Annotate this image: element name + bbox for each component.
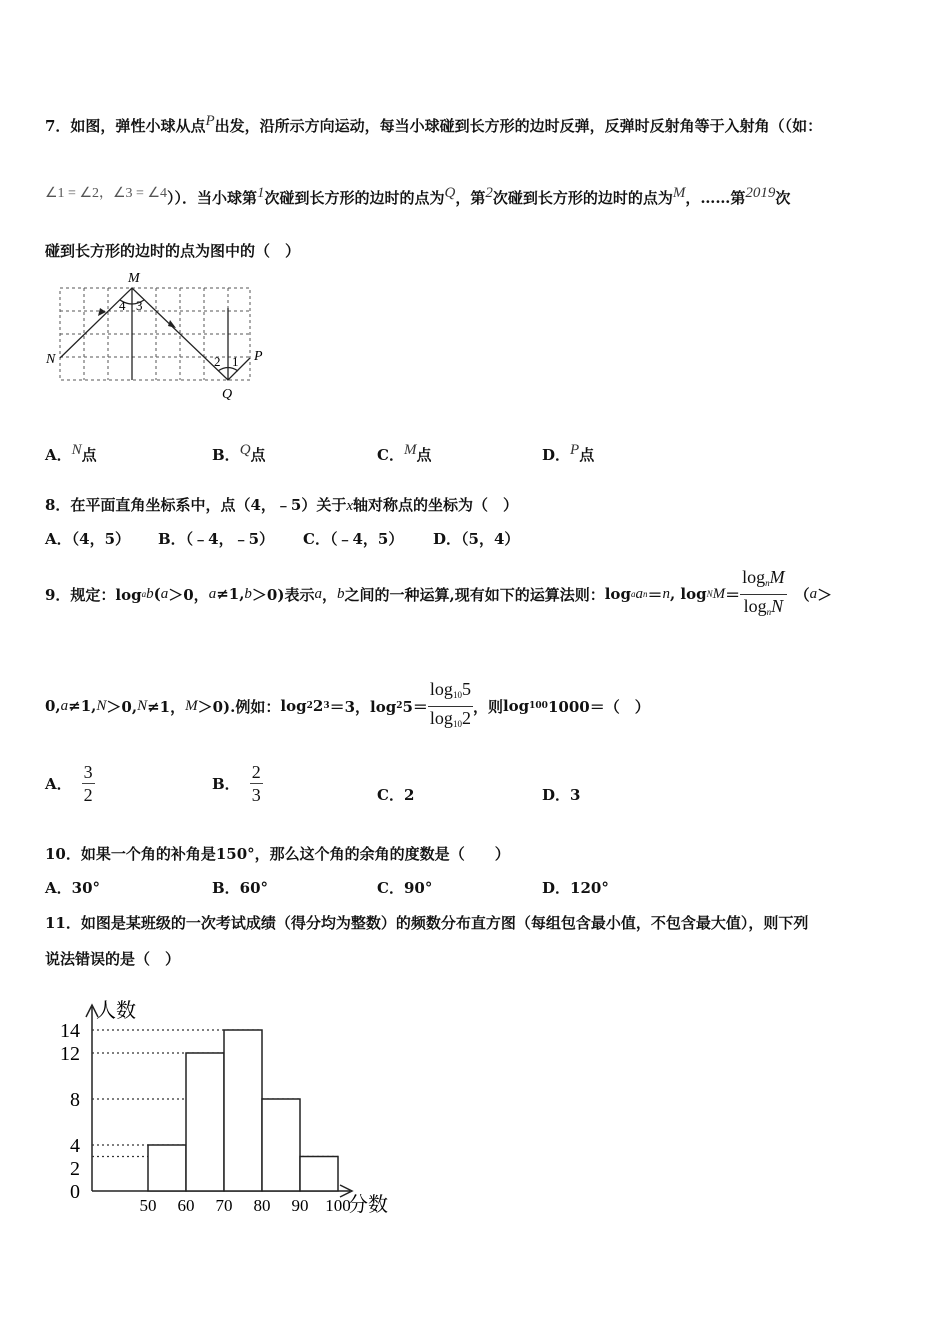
q9-fraction-example: $\frac{\log_{10}5}{\log_{10}2}$: [429, 678, 471, 729]
y-tick-8: 8: [70, 1089, 80, 1111]
q8-option-b[interactable]: B．（﹣4，﹣5）: [158, 530, 275, 548]
q9-option-b[interactable]: B． $\frac{2}{3}$: [212, 761, 261, 805]
q8-option-a[interactable]: A．（4，5）: [45, 530, 131, 548]
histogram-bar-90-100: [300, 1157, 338, 1192]
x-tick-100: 100: [325, 1196, 351, 1215]
q9-option-a[interactable]: A． $\frac{3}{2}$: [45, 761, 93, 805]
q10-stem: 10．如果一个角的补角是150°，那么这个角的余角的度数是（ ）: [45, 845, 510, 863]
label-m: M: [128, 271, 140, 286]
y-tick-14: 14: [60, 1020, 80, 1042]
y-tick-2: 2: [70, 1158, 80, 1180]
q7-line2: ∠1 = ∠2，∠3 = ∠4））．当小球第1次碰到长方形的边时的点为Q，第2次碰到长方形的边时的点为M，……第2019次: [45, 185, 791, 207]
label-p: P: [254, 349, 263, 364]
label-n: N: [46, 352, 56, 367]
label-angle4: 4: [119, 298, 126, 313]
x-tick-60: 60: [177, 1196, 195, 1215]
label-angle3: 3: [136, 298, 143, 313]
label-q: Q: [222, 387, 233, 402]
histogram-bar-80-90: [262, 1099, 300, 1191]
q7-option-d[interactable]: D．P点: [542, 442, 595, 464]
y-axis-label: 人数: [96, 1000, 136, 1022]
x-tick-70: 70: [215, 1196, 233, 1215]
y-tick-12: 12: [60, 1043, 80, 1065]
q10-option-c[interactable]: C．90°: [377, 879, 433, 897]
q8-stem: 8．在平面直角坐标系中，点（4，﹣5）关于x轴对称点的坐标为（ ）: [45, 496, 519, 514]
q9-option-d[interactable]: D．3: [542, 786, 581, 804]
q7-option-c[interactable]: C．M点: [377, 442, 432, 464]
rectangle-bounce-figure: [40, 268, 280, 408]
q10-option-a[interactable]: A．30°: [45, 879, 101, 897]
x-axis-label: 分数: [348, 1194, 388, 1216]
q11-line1: 11．如图是某班级的一次考试成绩（得分均为整数）的频数分布直方图（每组包含最小值，不包含最大值），则下列: [45, 914, 809, 932]
x-tick-90: 90: [291, 1196, 309, 1215]
q8-option-c[interactable]: C．（﹣4，5）: [303, 530, 404, 548]
q7-line3: 碰到长方形的边时的点为图中的（ ）: [45, 242, 301, 260]
x-tick-80: 80: [253, 1196, 271, 1215]
histogram-bar-60-70: [186, 1053, 224, 1191]
q10-option-d[interactable]: D．120°: [542, 879, 609, 897]
q9-fraction-change-of-base: $\frac{\log_nM}{\log_nN}$: [742, 566, 785, 617]
q8-option-d[interactable]: D．（5，4）: [433, 530, 520, 548]
angle-equations: ∠1 = ∠2，∠3 = ∠4: [45, 186, 167, 201]
q9-line1: 9．规定：log a b ( a ＞0， a ≠1, b ＞0) 表示 a ， b 之间的一种运算,现有如下的运算法则： log a a n ＝ n , log N M ＝ $\frac{\log_nM}{\log_nN}$ （ a ＞: [45, 564, 832, 624]
histogram-bar-70-80: [224, 1030, 262, 1191]
q9-line2: 0, a ≠1, N ＞0, N ≠1， M ＞0). 例如： log 2 2 3 ＝3，log 2 5＝ $\frac{\log_{10}5}{\log_{10}2}$ ，则 log 100 1000＝（ ）: [45, 676, 650, 736]
q7-line1: 7．如图，弹性小球从点P出发，沿所示方向运动，每当小球碰到长方形的边时反弹，反弹时反射角等于入射角（（如：: [45, 113, 823, 135]
label-angle2: 2: [214, 354, 221, 369]
q7-option-a[interactable]: A．N点: [45, 442, 97, 464]
label-angle1: 1: [232, 354, 239, 369]
var-p: P: [205, 113, 215, 129]
y-tick-0: 0: [70, 1181, 80, 1203]
frequency-histogram: [50, 995, 410, 1225]
q7-option-b[interactable]: B．Q点: [212, 442, 266, 464]
histogram-bar-50-60: [148, 1145, 186, 1191]
x-tick-50: 50: [139, 1196, 157, 1215]
y-tick-4: 4: [70, 1135, 80, 1157]
q9-option-c[interactable]: C．2: [377, 786, 415, 804]
q11-line2: 说法错误的是（ ）: [45, 950, 181, 968]
q10-option-b[interactable]: B．60°: [212, 879, 269, 897]
